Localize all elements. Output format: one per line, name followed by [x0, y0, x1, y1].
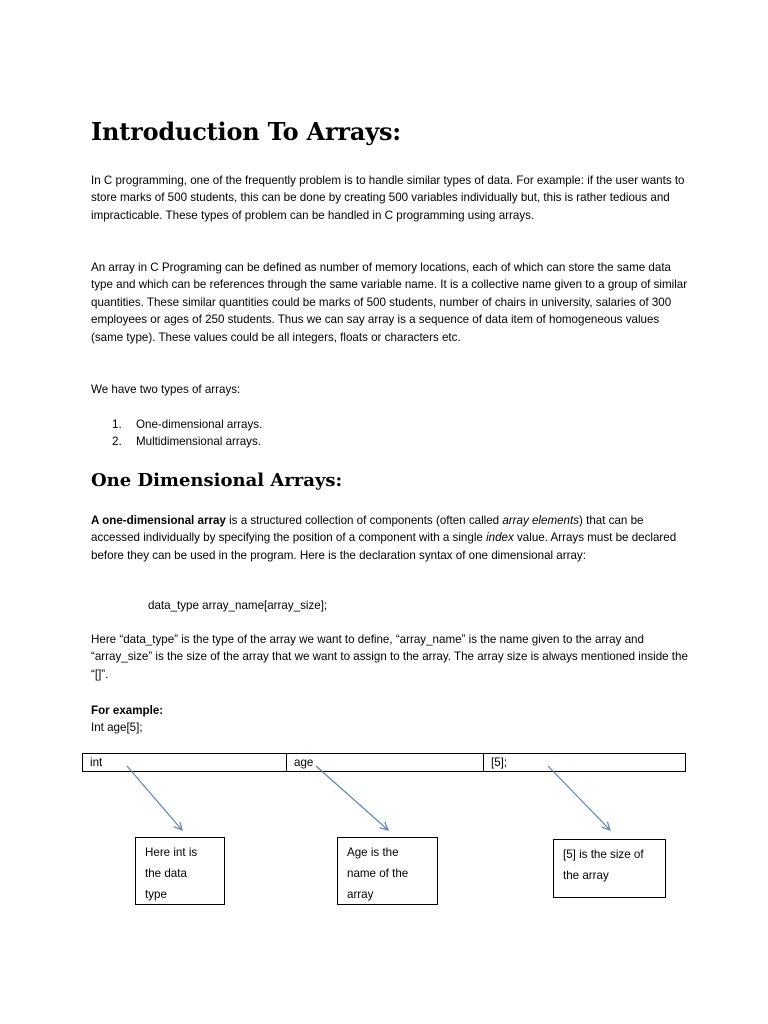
arrow-name: [316, 766, 388, 830]
intro-paragraph-2: An array in C Programing can be defined as number of memory locations, each of which can store the same data type and which can be references through the same variable name. It is a collective name given to a group of similar quantities. These similar quantities could be marks of 500 students, number of chairs in university, salaries of 300 employees or ages of 250 students. Thus we can say array is a sequence of data item of homogeneous values (same type). These values could be all integers, floats or characters etc.: [91, 261, 688, 344]
text-run: ) that can be accessed individually by specifying the position of a component with a single: [91, 514, 644, 545]
table-cell-size: [5];: [484, 754, 686, 772]
intro-paragraph-3: We have two types of arrays:: [91, 383, 241, 396]
list-number: 1.: [112, 418, 122, 431]
intro-paragraph-1: In C programming, one of the frequently problem is to handle similar types of data. For example: if the user wants to store marks of 500 students, this can be done by creating 500 variables individually but, this is rather tedious and impracticable. These types of problem can be handled in C programming using arrays.: [91, 174, 685, 222]
arrow-type: [127, 766, 182, 830]
callout-line: the array: [563, 869, 609, 882]
text-run: value. Arrays must be declared before they can be used in the program. Here is the declaration syntax of one dimensional array:: [91, 531, 677, 562]
list-item-text: Multidimensional arrays.: [136, 435, 262, 449]
explanation-paragraph: Here “data_type” is the type of the array we want to define, “array_name” is the name given to the array and “array_size” is the size of the array that we want to assign to the array. The array size is always mentioned inside the “[]”.: [91, 633, 688, 681]
table-cell-type: int: [83, 754, 287, 772]
example-code: Int age[5];: [91, 721, 143, 735]
declaration-syntax: data_type array_name[array_size];: [148, 599, 328, 612]
callout-line: array: [347, 888, 374, 901]
callout-line: type: [145, 888, 167, 901]
table-cell-name: age: [287, 754, 484, 772]
italic-term: index: [486, 531, 514, 545]
section-heading: One Dimensional Arrays:: [91, 470, 343, 491]
callout-box-name: [337, 837, 438, 905]
page-title: Introduction To Arrays:: [91, 117, 401, 146]
italic-term: array elements: [502, 514, 580, 527]
callout-box-size: [553, 839, 666, 898]
callout-box-type: [135, 837, 225, 905]
arrow-size: [548, 766, 610, 830]
callout-line: name of the: [347, 867, 409, 880]
list-item-text: One-dimensional arrays.: [136, 418, 263, 431]
callout-line: Here int is: [145, 846, 198, 859]
example-label: For example:: [91, 704, 164, 717]
bold-term: A one-dimensional array: [91, 514, 226, 527]
list-number: 2.: [112, 435, 122, 449]
callout-line: [5] is the size of: [563, 848, 644, 861]
text-run: is a structured collection of components (often called: [225, 514, 503, 527]
callout-line: Age is the: [347, 846, 399, 859]
callout-line: the data: [145, 867, 187, 880]
